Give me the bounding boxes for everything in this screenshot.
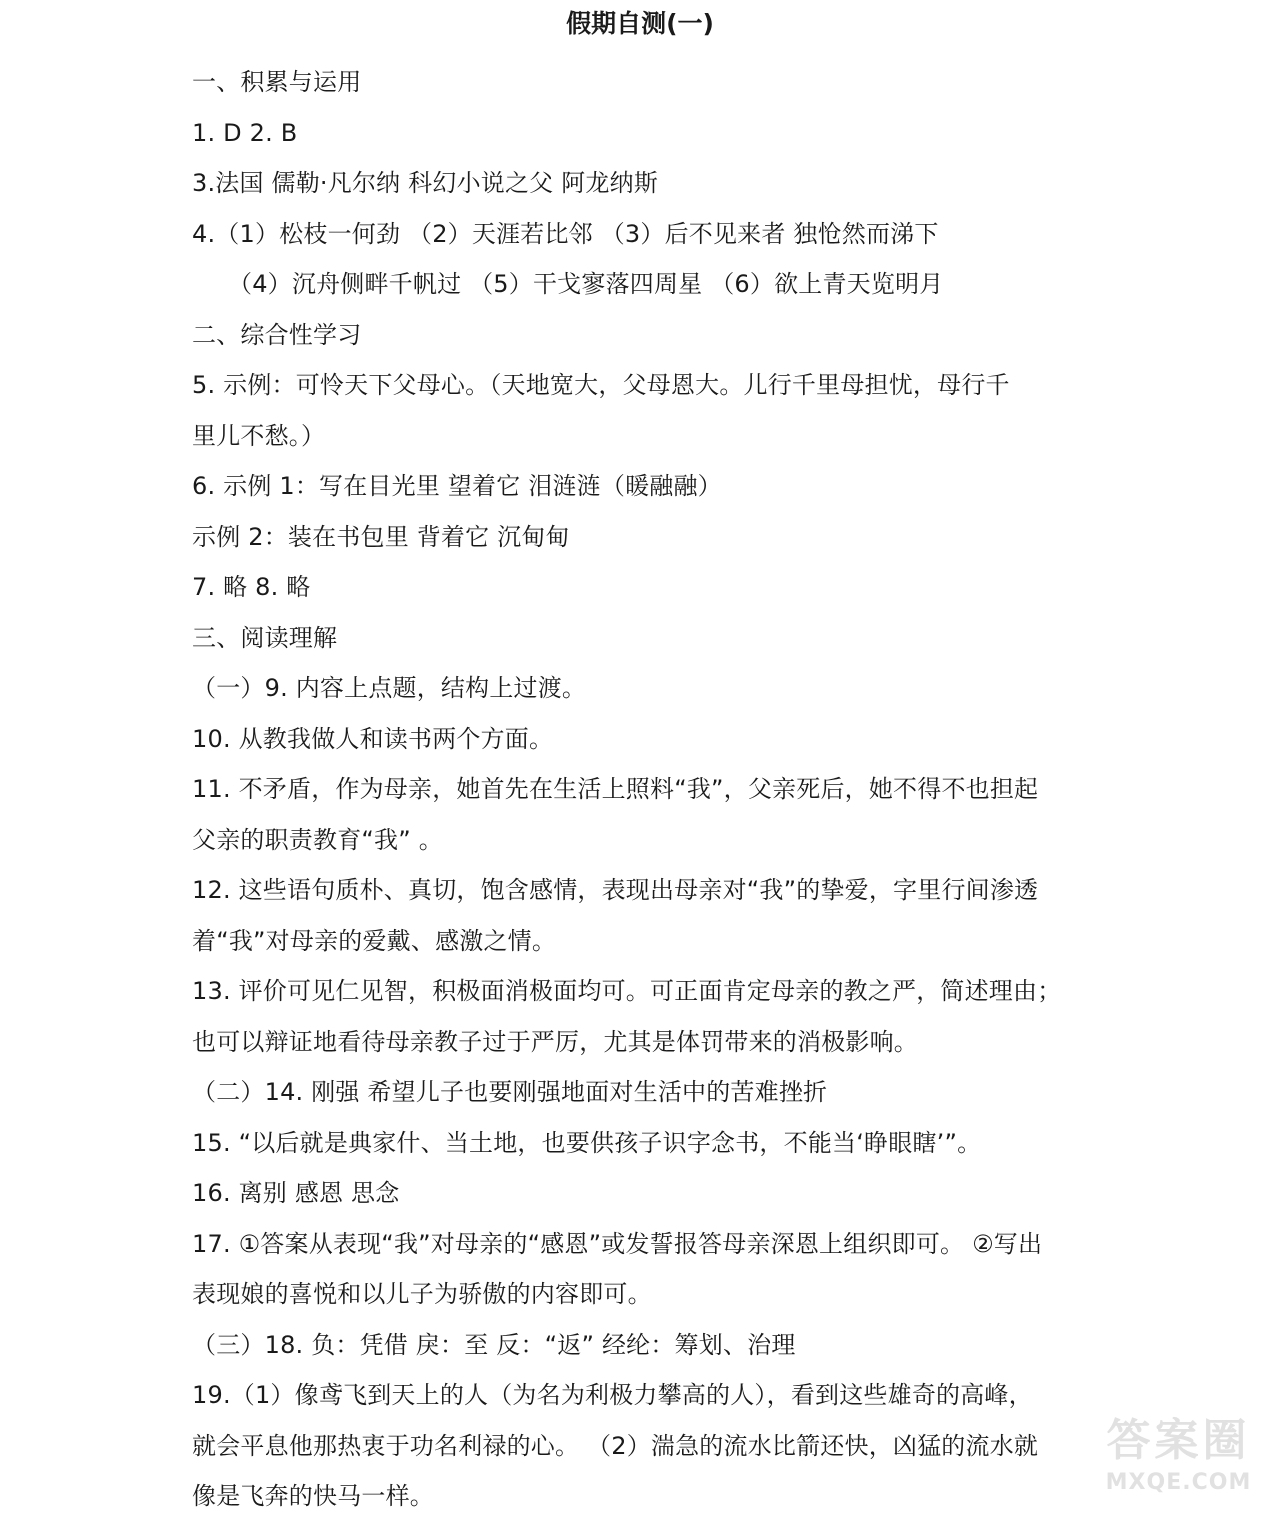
answer-line: 12. 这些语句质朴、真切，饱含感情，表现出母亲对“我”的挚爱，字里行间渗透 [192,876,1039,904]
answer-line: （4）沉舟侧畔千帆过 （5）干戈寥落四周星 （6）欲上青天览明月 [228,270,944,298]
answer-line: 16. 离别 感恩 思念 [192,1179,400,1207]
answer-line: 5. 示例：可怜天下父母心。（天地宽大，父母恩大。儿行千里母担忧，母行千 [192,371,1010,399]
answer-line: 4.（1）松枝一何劲 （2）天涯若比邻 （3）后不见来者 独怆然而涕下 [192,219,939,248]
answer-line: 11. 不矛盾，作为母亲，她首先在生活上照料“我”，父亲死后，她不得不也担起 [192,775,1039,803]
answer-line: 三、阅读理解 [192,623,338,652]
answer-line: （三）18. 负：凭借 戾：至 反：“返” 经纶：筹划、治理 [192,1330,796,1359]
answer-line: 父亲的职责教育“我” 。 [192,825,443,854]
watermark-url: MXQE.COM [1105,1470,1252,1495]
answer-line: （一）9. 内容上点题，结构上过渡。 [192,674,587,702]
answer-line: 像是飞奔的快马一样。 [192,1482,434,1510]
watermark [1091,1416,1266,1506]
answer-line: 3.法国 儒勒·凡尔纳 科幻小说之父 阿龙纳斯 [192,169,659,197]
answer-line: 就会平息他那热衷于功名利禄的心。 （2）湍急的流水比箭还快，凶猛的流水就 [192,1431,1039,1460]
answer-line: 表现娘的喜悦和以儿子为骄傲的内容即可。 [192,1280,652,1308]
answer-line: （二）14. 刚强 希望儿子也要刚强地面对生活中的苦难挫折 [192,1078,828,1106]
answer-line: 19.（1）像鸢飞到天上的人（为名为利极力攀高的人），看到这些雄奇的高峰， [192,1381,1033,1409]
answer-line: 一、积累与运用 [192,68,362,96]
answer-line: 里儿不愁。） [192,421,326,450]
answer-line: 7. 略 8. 略 [192,573,311,601]
watermark-logo-text: 答案圈 [1106,1415,1251,1466]
answer-line: 二、综合性学习 [192,320,362,349]
answer-line: 也可以辩证地看待母亲教子过于严厉，尤其是体罚带来的消极影响。 [192,1027,918,1056]
answer-line: 1. D 2. B [192,118,298,147]
page-title: 假期自测(一) [566,9,714,38]
answer-line: 17. ①答案从表现“我”对母亲的“感恩”或发誓报答母亲深恩上组织即可。 ②写出 [192,1229,1043,1258]
answer-line: 6. 示例 1：写在目光里 望着它 泪涟涟（暖融融） [192,472,722,500]
answer-list [192,62,1092,1527]
answer-line: 10. 从教我做人和读书两个方面。 [192,724,554,753]
answer-line: 15. “以后就是典家什、当土地，也要供孩子识字念书，不能当‘睁眼瞎’”。 [192,1128,982,1157]
answer-line: 着“我”对母亲的爱戴、感激之情。 [192,926,557,955]
answer-line: 示例 2：装在书包里 背着它 沉甸甸 [192,522,570,551]
answer-line: 13. 评价可见仁见智，积极面消极面均可。可正面肯定母亲的教之严，简述理由； [192,977,1062,1005]
